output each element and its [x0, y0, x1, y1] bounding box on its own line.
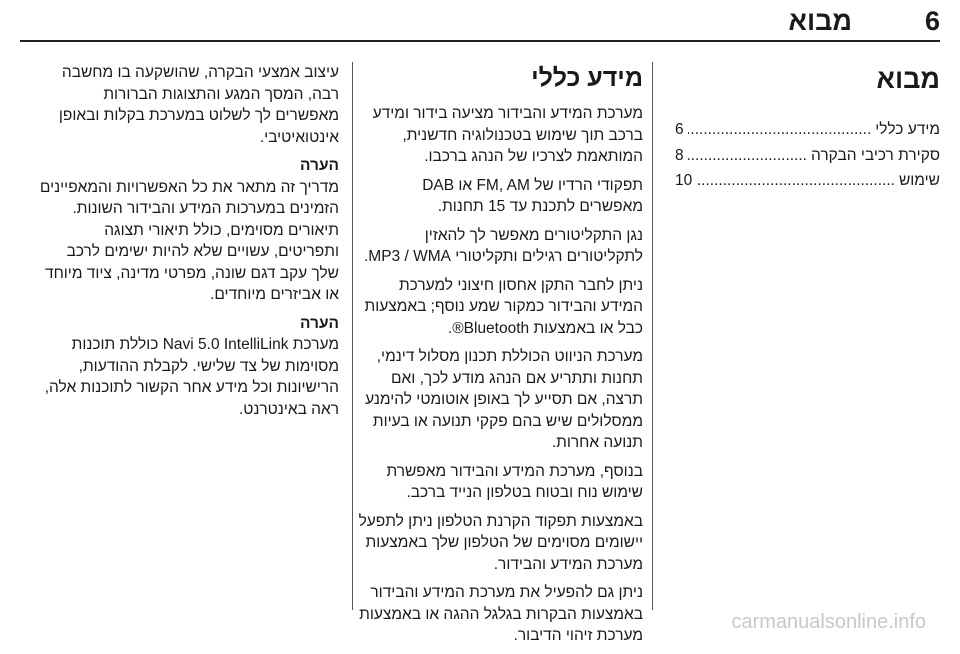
body-paragraph: מערכת הניווט הכוללת תכנון מסלול דינמי, תחנות ותתריע אם הנהג מודע לכך, ואם תרצה, אם תסייע לך באופן אוטומטי להימנע ממסלולים שיש בהם פקקי תנועה או בעיות תנועה אחרות. — [365, 348, 643, 451]
notes-column — [37, 62, 339, 427]
general-info-column — [357, 62, 643, 654]
watermark-text: carmanualsonline.info — [731, 611, 926, 633]
toc-leader-dots — [696, 170, 895, 192]
toc-entry-label: שימוש — [898, 172, 940, 189]
toc-leader-dots — [688, 119, 872, 141]
subsection-title: מידע כללי — [531, 64, 643, 92]
page-header — [20, 0, 940, 62]
body-paragraph: באמצעות תפקוד הקרנת הטלפון ניתן לתפעל יישומים מסוימים של הטלפון שלך באמצעות מערכת המידע והבידור. — [358, 512, 643, 573]
toc-entry[interactable] — [675, 119, 940, 141]
toc-entry-page: 8 — [675, 146, 684, 164]
body-paragraph: ניתן לחבר התקן אחסון חיצוני למערכת המידע והבידור כמקור שמע נוסף; באמצעות כבל או באמצעות Bluetooth®. — [364, 276, 643, 337]
toc-entry-label: סקירת רכיבי הבקרה — [810, 146, 940, 164]
body-paragraph: בנוסף, מערכת המידע והבידור מאפשרת שימוש נוח ובטוח בטלפון הנייד ברכב. — [386, 462, 643, 501]
running-header-title: מבוא — [788, 6, 852, 36]
column-divider — [352, 62, 353, 610]
toc-entry[interactable] — [675, 170, 940, 192]
toc-entry-label: מידע כללי — [875, 121, 940, 138]
page-number: 6 — [924, 6, 940, 36]
toc-entry[interactable] — [675, 145, 940, 167]
body-paragraph: עיצוב אמצעי הבקרה, שהושקעה בו מחשבה רבה, המסך המגע והתצוגות הברורות מאפשרים לך לשלוט במערכת בקלות ובאופן אינטואיטיבי. — [58, 64, 339, 146]
body-paragraph: תפקודי הרדיו של FM, AM או DAB מאפשרים לתכנת עד 15 תחנות. — [422, 176, 643, 215]
body-paragraph: ניתן גם להפעיל את מערכת המידע והבידור באמצעות הבקרות בגלגל ההגה או באמצעות מערכת זיהוי הדיבור. — [359, 584, 643, 644]
section-title: מבוא — [876, 64, 940, 94]
body-paragraph: מערכת המידע והבידור מציעה בידור ומידע ברכב תוך שימוש בטכנולוגיה חדשנית, המותאמת לצרכיו של הנהג ברכבו. — [372, 105, 643, 165]
note-heading: הערה — [300, 314, 339, 332]
body-paragraph: נגן התקליטורים מאפשר לך להאזין לתקליטורים רגילים ותקליטורי MP3 / WMA. — [363, 226, 643, 265]
column-divider — [652, 62, 653, 610]
toc-leader-dots — [688, 145, 807, 167]
watermark — [676, 608, 926, 636]
note-text: מערכת Navi 5.0 IntelliLink כוללת תוכנות מסוימות של צד שלישי. לקבלת ההודעות, הרישיונות וכל מידע אחר הקשור לתוכנות אלה, ראה באינטרנט. — [44, 336, 339, 418]
toc-entry-page: 10 — [675, 172, 693, 189]
header-rule — [20, 40, 940, 42]
note-text: מדריך זה מתאר את כל האפשרויות והמאפיינים הזמינים במערכות המידע והבידור השונות. תיאורים מסוימים, כולל תיאורי תצוגה ותפריטים, עשויים שלא להיות ישימים לרכב שלך עקב דגם שונה, מפרטי מדינה, ציוד מיוחד או אביזרים מיוחדים. — [39, 178, 339, 303]
note-heading: הערה — [300, 157, 339, 174]
toc-entry-page: 6 — [675, 121, 684, 138]
table-of-contents-column — [675, 62, 940, 196]
